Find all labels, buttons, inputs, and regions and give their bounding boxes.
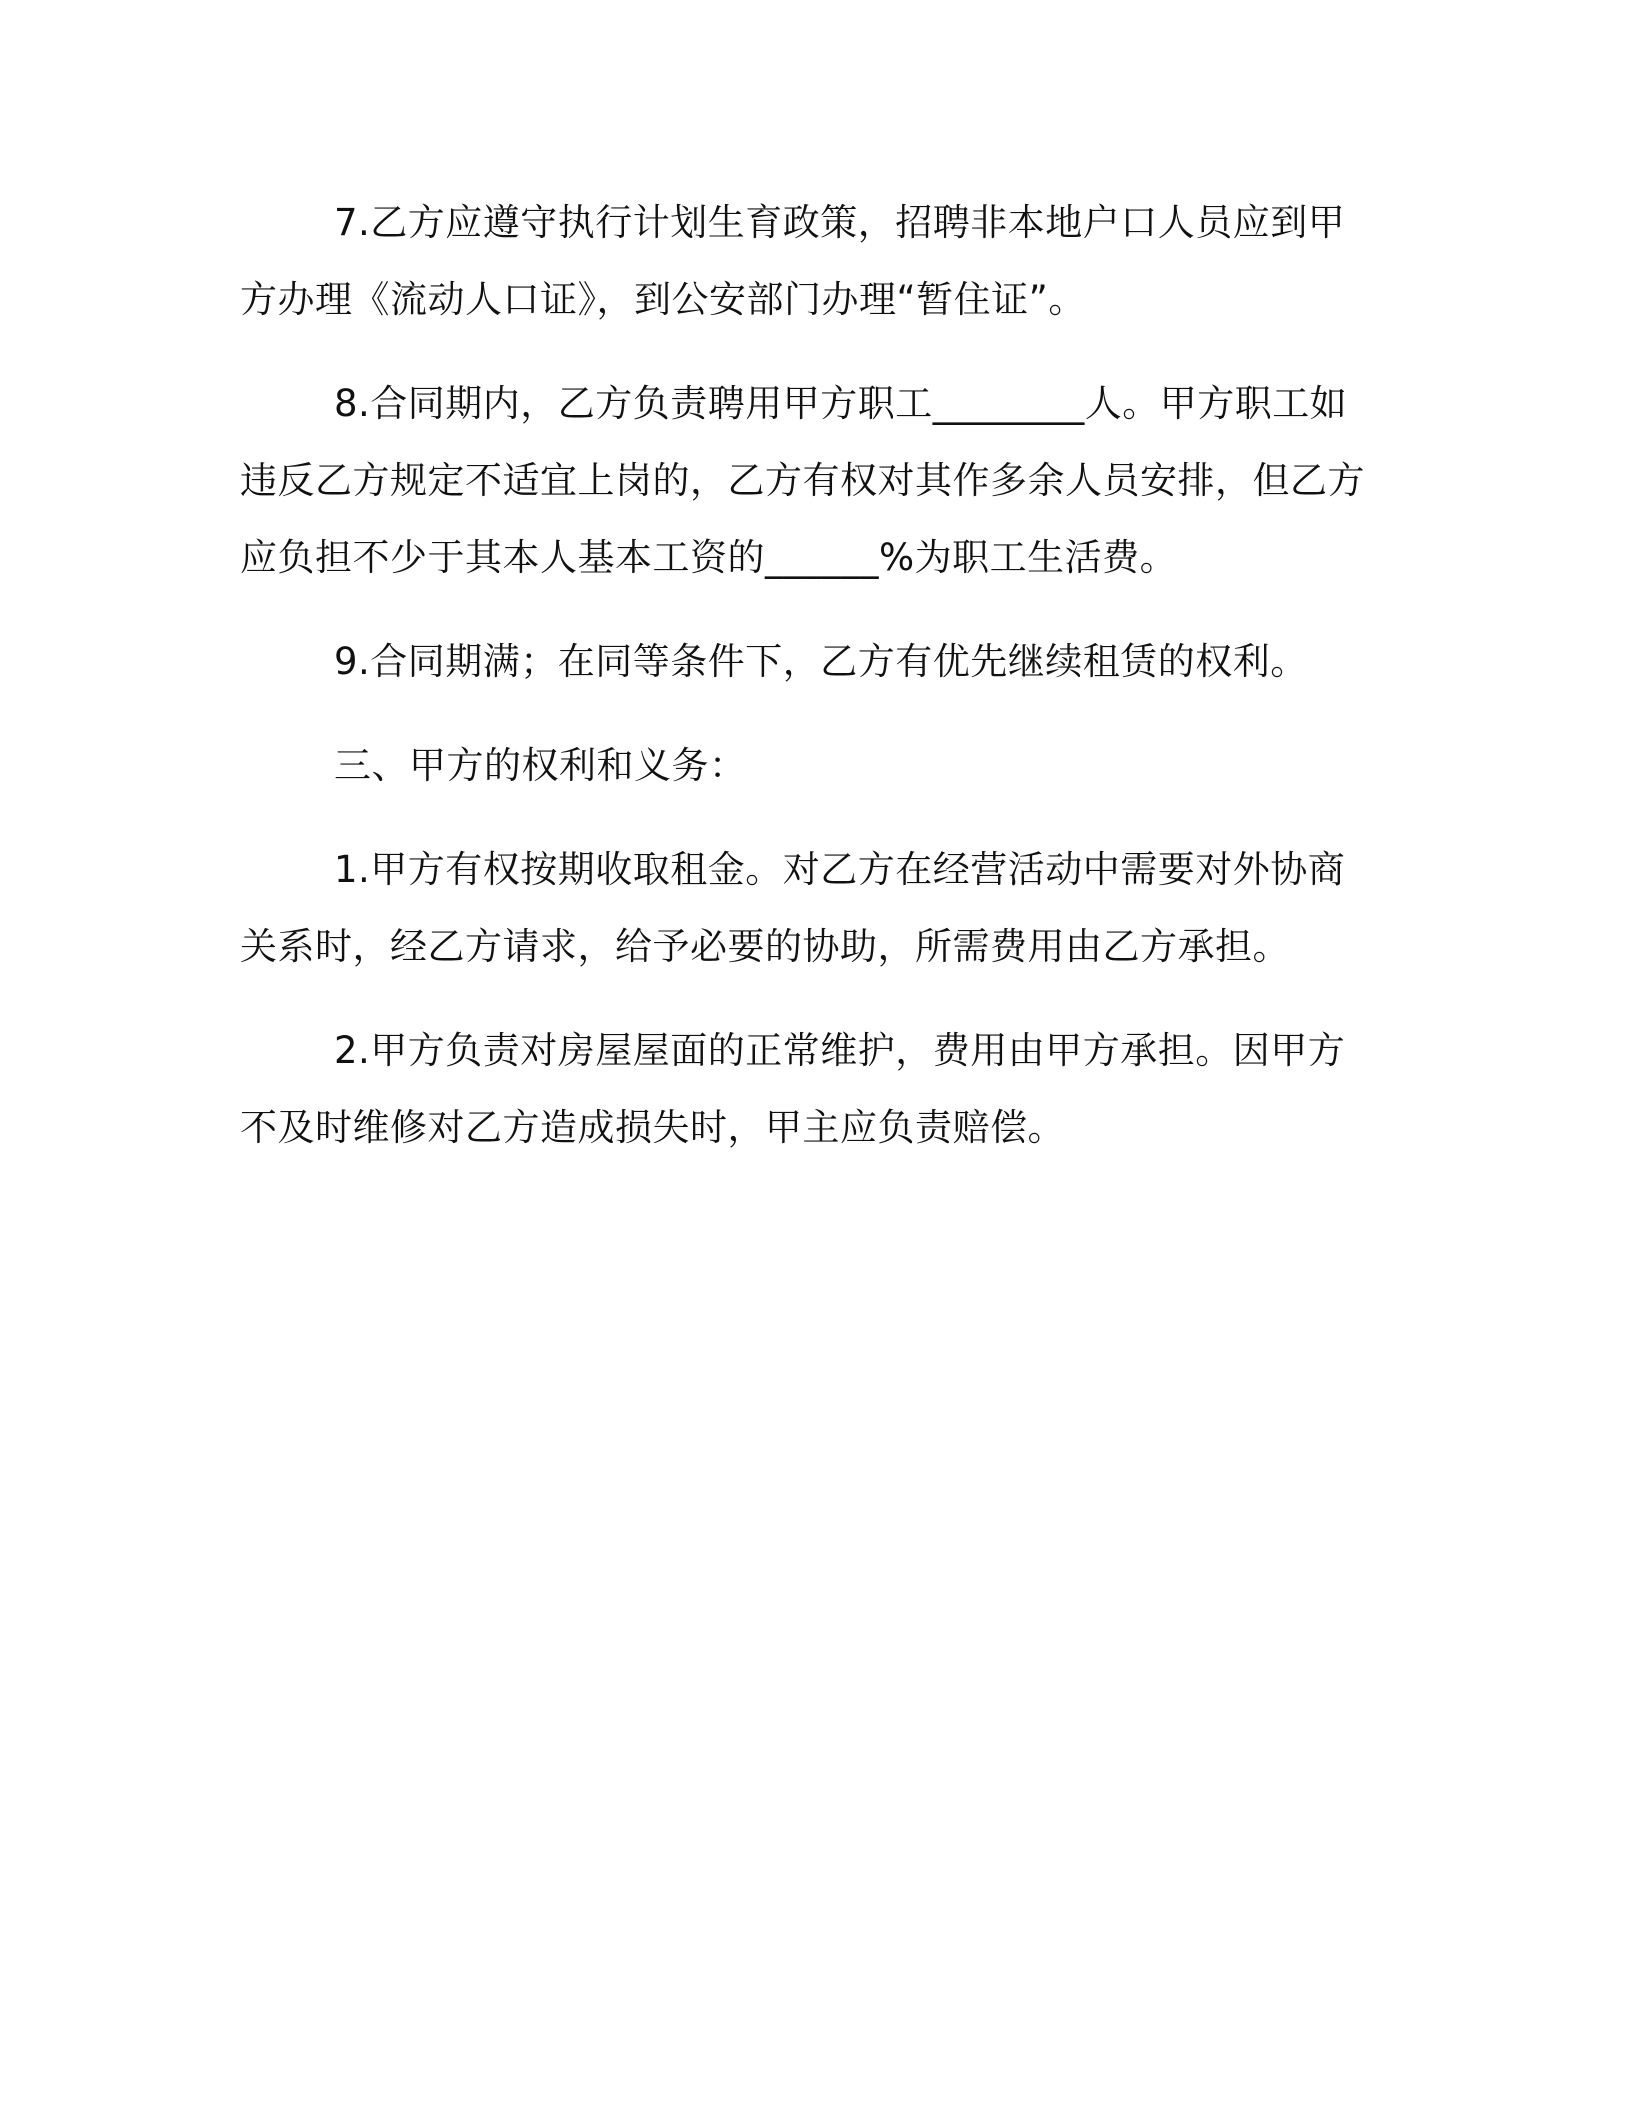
clause-7-paragraph: 7.乙方应遵守执行计划生育政策，招聘非本地户口人员应到甲方办理《流动人口证》，到公安部门办理“暂住证”。 — [240, 201, 1346, 321]
party-a-clause-2-paragraph: 2.甲方负责对房屋屋面的正常维护，费用由甲方承担。因甲方不及时维修对乙方造成损失时，甲主应负责赔偿。 — [240, 1029, 1346, 1149]
section-heading-party-a-rights: 三、甲方的权利和义务： — [334, 744, 747, 787]
clause-9-paragraph: 9.合同期满；在同等条件下，乙方有优先继续租赁的权利。 — [334, 640, 1308, 683]
document-body — [240, 184, 1372, 1193]
party-a-clause-1-paragraph: 1.甲方有权按期收取租金。对乙方在经营活动中需要对外协商关系时，经乙方请求，给予必要的协助，所需费用由乙方承担。 — [240, 848, 1346, 968]
clause-8-paragraph: 8.合同期内，乙方负责聘用甲方职工________人。甲方职工如违反乙方规定不适宜上岗的，乙方有权对其作多余人员安排，但乙方应负担不少于其本人基本工资的______%为职工生活费。 — [240, 382, 1365, 579]
